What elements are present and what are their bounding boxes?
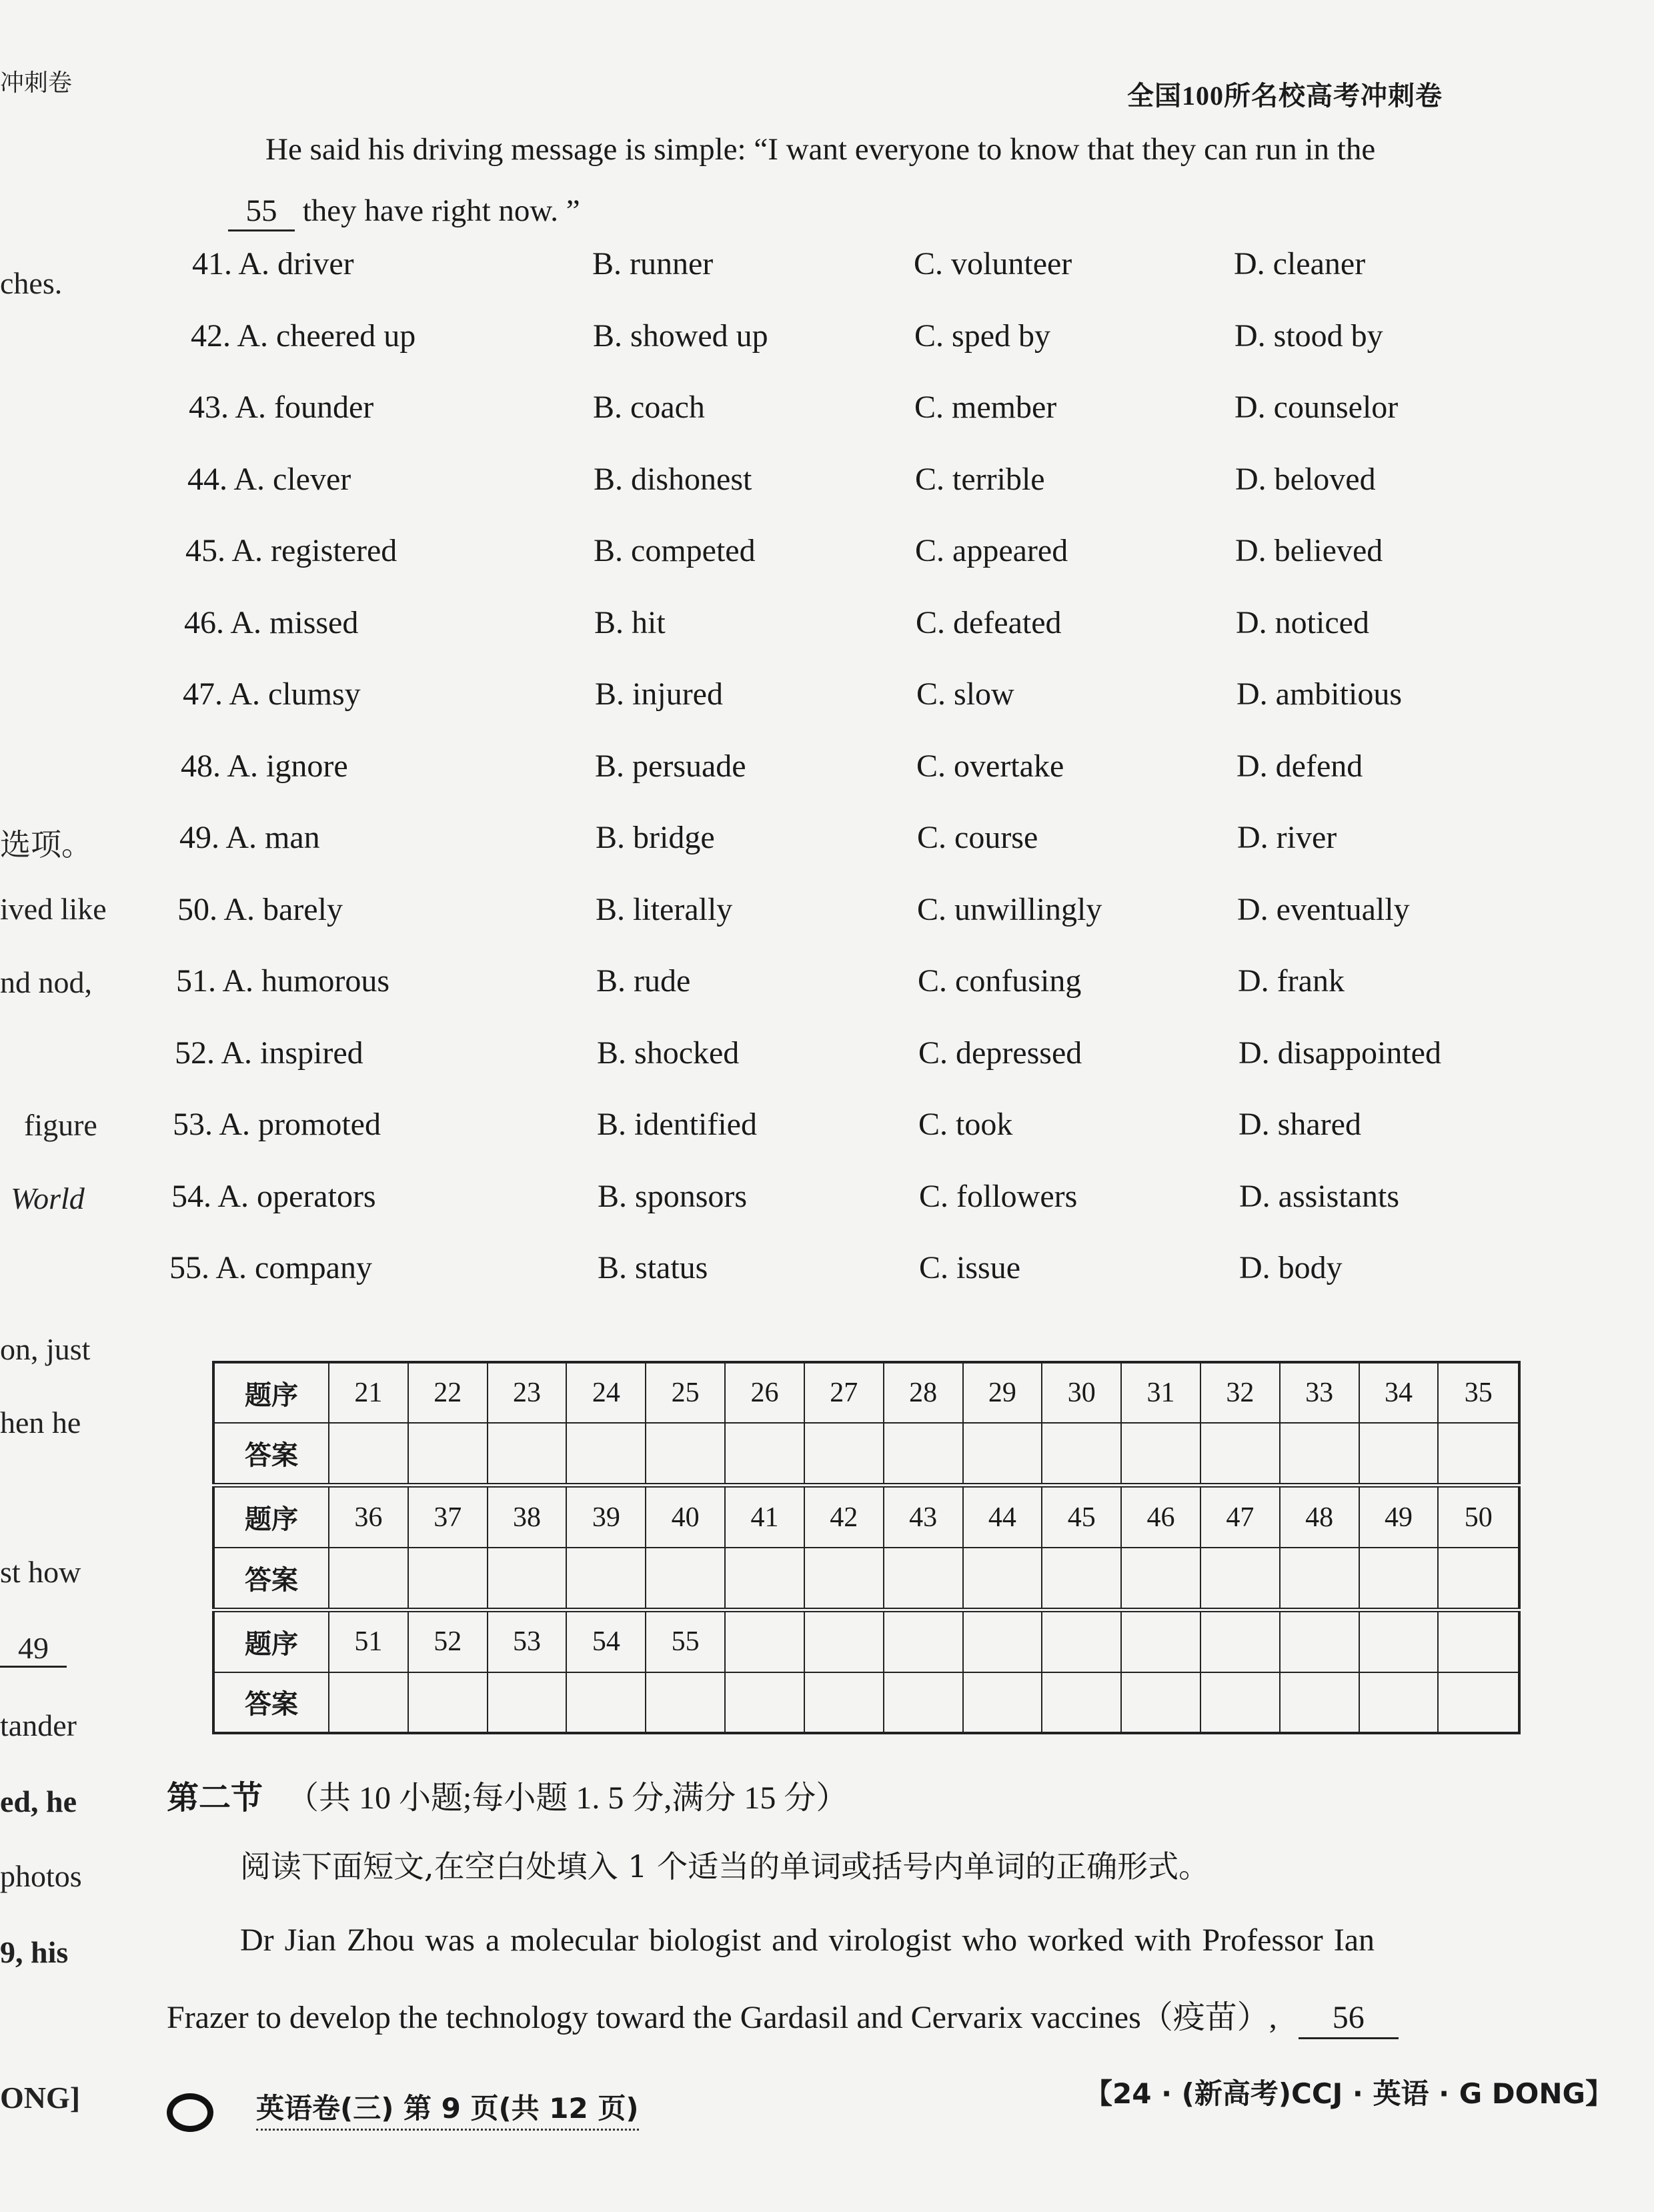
section-2-heading: [167, 1772, 848, 1818]
intro-line-1: He said his driving message is simple: “I want everyone to know that they can run in the: [265, 132, 1376, 167]
question-number-cell: [725, 1610, 804, 1672]
question-50-option-d: D. eventually: [1237, 892, 1410, 927]
answer-cell[interactable]: [1121, 1548, 1200, 1610]
question-45-option-d: D. believed: [1235, 533, 1383, 568]
answer-label: 答案: [213, 1548, 329, 1610]
answer-cell[interactable]: [1280, 1672, 1359, 1733]
question-43-option-b: B. coach: [593, 390, 705, 425]
answer-label: 答案: [213, 1672, 329, 1733]
answer-cell[interactable]: [488, 1423, 567, 1485]
footer-page-text: 英语卷(三) 第 9 页(共 12 页): [256, 2092, 639, 2131]
left-margin-blank: 49: [0, 1630, 67, 1668]
question-42-option-c: C. sped by: [914, 318, 1050, 354]
question-number-cell: 36: [329, 1486, 408, 1548]
left-margin-fragment: nd nod,: [0, 965, 92, 999]
question-41-option-b: B. runner: [592, 246, 714, 282]
left-margin-fragment: figure: [24, 1108, 97, 1142]
question-44-option-d: D. beloved: [1235, 462, 1376, 497]
question-number-cell: 26: [725, 1362, 804, 1423]
question-number-cell: 53: [488, 1610, 567, 1672]
question-42-option-a: 42. A. cheered up: [191, 318, 416, 354]
question-42-option-d: D. stood by: [1234, 318, 1383, 354]
question-number-cell: 29: [963, 1362, 1042, 1423]
question-46-option-d: D. noticed: [1236, 605, 1369, 640]
question-number-cell: 46: [1121, 1486, 1200, 1548]
answer-cell[interactable]: [1359, 1423, 1439, 1485]
answer-cell[interactable]: [408, 1672, 488, 1733]
question-43-option-c: C. member: [914, 390, 1057, 425]
question-54-option-d: D. assistants: [1239, 1179, 1399, 1214]
question-47-option-a: 47. A. clumsy: [183, 676, 361, 712]
footer-page-info: [256, 2087, 639, 2127]
question-52-option-d: D. disappointed: [1238, 1035, 1441, 1071]
answer-cell[interactable]: [963, 1423, 1042, 1485]
publisher-logo-icon: [167, 2093, 213, 2132]
question-number-cell: 41: [725, 1486, 804, 1548]
answer-cell[interactable]: [1200, 1672, 1280, 1733]
answer-cell[interactable]: [1438, 1548, 1519, 1610]
question-48-option-b: B. persuade: [595, 748, 746, 784]
question-51-option-b: B. rude: [596, 963, 691, 999]
answer-cell[interactable]: [1121, 1672, 1200, 1733]
left-margin-fragment: World: [11, 1181, 85, 1215]
answer-cell[interactable]: [884, 1672, 963, 1733]
question-number-cell: [1121, 1610, 1200, 1672]
question-number-cell: [884, 1610, 963, 1672]
question-number-cell: 31: [1121, 1362, 1200, 1423]
answer-cell[interactable]: [884, 1548, 963, 1610]
question-51-option-d: D. frank: [1238, 963, 1345, 999]
question-number-cell: 22: [408, 1362, 488, 1423]
blank-56: 56: [1299, 1999, 1399, 2039]
question-52-option-c: C. depressed: [918, 1035, 1082, 1071]
answer-cell[interactable]: [488, 1548, 567, 1610]
question-44-option-c: C. terrible: [915, 462, 1045, 497]
answer-cell[interactable]: [329, 1548, 408, 1610]
answer-cell[interactable]: [804, 1672, 884, 1733]
answer-cell[interactable]: [1280, 1548, 1359, 1610]
left-margin-fragment: st how: [0, 1555, 81, 1589]
answer-cell[interactable]: [963, 1548, 1042, 1610]
answer-cell[interactable]: [804, 1548, 884, 1610]
answer-cell[interactable]: [1042, 1672, 1121, 1733]
question-number-cell: 32: [1200, 1362, 1280, 1423]
section-2-info: （共 10 小题;每小题 1. 5 分,满分 15 分）: [287, 1780, 848, 1816]
answer-cell[interactable]: [646, 1423, 725, 1485]
answer-cell[interactable]: [1200, 1423, 1280, 1485]
question-46-option-c: C. defeated: [916, 605, 1062, 640]
question-number-cell: 38: [488, 1486, 567, 1548]
answer-cell[interactable]: [725, 1672, 804, 1733]
passage-line-1: Dr Jian Zhou was a molecular biologist and virologist who worked with Professor Ian: [240, 1922, 1375, 1958]
left-margin-fragment: hen he: [0, 1406, 81, 1440]
answer-cell[interactable]: [566, 1423, 646, 1485]
question-49-option-a: 49. A. man: [179, 820, 320, 855]
question-number-cell: 55: [646, 1610, 725, 1672]
question-55-option-b: B. status: [598, 1250, 708, 1285]
question-number-cell: [1438, 1610, 1519, 1672]
question-55-option-d: D. body: [1239, 1250, 1343, 1285]
answer-cell[interactable]: [329, 1672, 408, 1733]
question-41-option-a: 41. A. driver: [192, 246, 354, 282]
question-number-cell: 25: [646, 1362, 725, 1423]
question-44-option-b: B. dishonest: [594, 462, 752, 497]
answer-cell[interactable]: [566, 1672, 646, 1733]
question-49-option-c: C. course: [917, 820, 1038, 855]
answer-cell[interactable]: [1042, 1548, 1121, 1610]
question-number-cell: 35: [1438, 1362, 1519, 1423]
question-49-option-d: D. river: [1237, 820, 1337, 855]
question-46-option-a: 46. A. missed: [184, 605, 359, 640]
question-51-option-a: 51. A. humorous: [176, 963, 390, 999]
question-number-cell: 33: [1280, 1362, 1359, 1423]
question-53-option-c: C. took: [918, 1107, 1013, 1142]
question-number-cell: 30: [1042, 1362, 1121, 1423]
answer-cell[interactable]: [646, 1548, 725, 1610]
question-number-cell: [1280, 1610, 1359, 1672]
left-margin-fragment: tander: [0, 1708, 77, 1742]
question-number-cell: [1359, 1610, 1439, 1672]
question-number-cell: 47: [1200, 1486, 1280, 1548]
answer-cell[interactable]: [1359, 1548, 1439, 1610]
question-53-option-d: D. shared: [1238, 1107, 1361, 1142]
question-54-option-a: 54. A. operators: [171, 1179, 376, 1214]
question-number-cell: 52: [408, 1610, 488, 1672]
question-48-option-a: 48. A. ignore: [181, 748, 348, 784]
answer-cell[interactable]: [408, 1423, 488, 1485]
left-margin-fragment: 9, his: [0, 1935, 69, 1969]
question-54-option-c: C. followers: [919, 1179, 1078, 1214]
footer-exam-code: 【24 · (新高考)CCJ · 英语 · G DONG】: [1084, 2077, 1613, 2110]
question-48-option-c: C. overtake: [916, 748, 1064, 784]
answer-cell[interactable]: [329, 1423, 408, 1485]
answer-cell[interactable]: [1359, 1672, 1439, 1733]
answer-cell[interactable]: [566, 1548, 646, 1610]
question-46-option-b: B. hit: [594, 605, 666, 640]
question-42-option-b: B. showed up: [593, 318, 768, 354]
passage-line-2: [167, 1999, 1399, 2039]
question-49-option-b: B. bridge: [596, 820, 715, 855]
left-margin-fragment: 选项。: [0, 828, 92, 862]
question-55-option-a: 55. A. company: [169, 1250, 372, 1285]
question-55-option-c: C. issue: [919, 1250, 1021, 1285]
question-number-cell: 50: [1438, 1486, 1519, 1548]
answer-cell[interactable]: [1042, 1423, 1121, 1485]
question-number-cell: 39: [566, 1486, 646, 1548]
question-number-cell: 51: [329, 1610, 408, 1672]
order-label: 题序: [213, 1486, 329, 1548]
question-43-option-a: 43. A. founder: [189, 390, 374, 425]
question-41-option-d: D. cleaner: [1234, 246, 1366, 282]
question-43-option-d: D. counselor: [1234, 390, 1399, 425]
passage-line-2-text: Frazer to develop the technology toward the Gardasil and Cervarix vaccines（疫苗）,: [167, 2000, 1277, 2035]
answer-cell[interactable]: [646, 1672, 725, 1733]
section-2-instruction: 阅读下面短文,在空白处填入 1 个适当的单词或括号内单词的正确形式。: [240, 1848, 1210, 1884]
question-52-option-b: B. shocked: [597, 1035, 740, 1071]
answer-cell[interactable]: [804, 1423, 884, 1485]
order-label: 题序: [213, 1362, 329, 1423]
answer-cell[interactable]: [884, 1423, 963, 1485]
question-51-option-c: C. confusing: [918, 963, 1082, 999]
question-45-option-c: C. appeared: [915, 533, 1068, 568]
answer-cell[interactable]: [1438, 1423, 1519, 1485]
intro-line-2-text: they have right now. ”: [302, 193, 580, 228]
question-50-option-b: B. literally: [596, 892, 733, 927]
answer-cell[interactable]: [725, 1548, 804, 1610]
question-54-option-b: B. sponsors: [598, 1179, 748, 1214]
question-number-cell: [1200, 1610, 1280, 1672]
left-margin-fragment: 冲刺卷: [0, 69, 73, 96]
answer-cell[interactable]: [1438, 1672, 1519, 1733]
left-margin-fragment: on, just: [0, 1332, 91, 1366]
question-number-cell: 42: [804, 1486, 884, 1548]
left-margin-fragment: ived like: [0, 892, 107, 926]
question-48-option-d: D. defend: [1236, 748, 1363, 784]
left-margin-fragment: ches.: [0, 266, 63, 300]
question-number-cell: 54: [566, 1610, 646, 1672]
question-44-option-a: 44. A. clever: [187, 462, 351, 497]
question-47-option-b: B. injured: [595, 676, 723, 712]
question-number-cell: 49: [1359, 1486, 1439, 1548]
question-number-cell: 37: [408, 1486, 488, 1548]
question-number-cell: 21: [329, 1362, 408, 1423]
answer-cell[interactable]: [963, 1672, 1042, 1733]
intro-line-2: [228, 192, 580, 231]
question-53-option-b: B. identified: [597, 1107, 757, 1142]
answer-cell[interactable]: [725, 1423, 804, 1485]
exam-header: 全国100所名校高考冲刺卷: [1127, 81, 1443, 111]
question-45-option-b: B. competed: [594, 533, 756, 568]
question-number-cell: 40: [646, 1486, 725, 1548]
answer-label: 答案: [213, 1423, 329, 1485]
question-52-option-a: 52. A. inspired: [175, 1035, 363, 1071]
left-margin-fragment: ONG]: [0, 2081, 81, 2115]
question-41-option-c: C. volunteer: [914, 246, 1072, 282]
question-47-option-d: D. ambitious: [1236, 676, 1402, 712]
question-number-cell: [963, 1610, 1042, 1672]
question-number-cell: 44: [963, 1486, 1042, 1548]
question-number-cell: 28: [884, 1362, 963, 1423]
answer-cell[interactable]: [488, 1672, 567, 1733]
answer-cell[interactable]: [1200, 1548, 1280, 1610]
section-2-title: 第二节: [167, 1779, 263, 1816]
answer-cell[interactable]: [408, 1548, 488, 1610]
question-number-cell: 43: [884, 1486, 963, 1548]
question-47-option-c: C. slow: [916, 676, 1014, 712]
question-number-cell: 23: [488, 1362, 567, 1423]
answer-cell[interactable]: [1280, 1423, 1359, 1485]
left-margin-fragment: photos: [0, 1859, 82, 1893]
blank-55: 55: [228, 192, 295, 231]
question-50-option-a: 50. A. barely: [177, 892, 343, 927]
question-number-cell: [804, 1610, 884, 1672]
left-margin-fragment: ed, he: [0, 1784, 77, 1818]
question-number-cell: [1042, 1610, 1121, 1672]
question-number-cell: 48: [1280, 1486, 1359, 1548]
question-number-cell: 27: [804, 1362, 884, 1423]
question-number-cell: 24: [566, 1362, 646, 1423]
question-number-cell: 34: [1359, 1362, 1439, 1423]
order-label: 题序: [213, 1610, 329, 1672]
question-53-option-a: 53. A. promoted: [173, 1107, 381, 1142]
answer-cell[interactable]: [1121, 1423, 1200, 1485]
question-45-option-a: 45. A. registered: [185, 533, 397, 568]
question-number-cell: 45: [1042, 1486, 1121, 1548]
question-50-option-c: C. unwillingly: [917, 892, 1102, 927]
answer-table: [212, 1361, 1521, 1734]
